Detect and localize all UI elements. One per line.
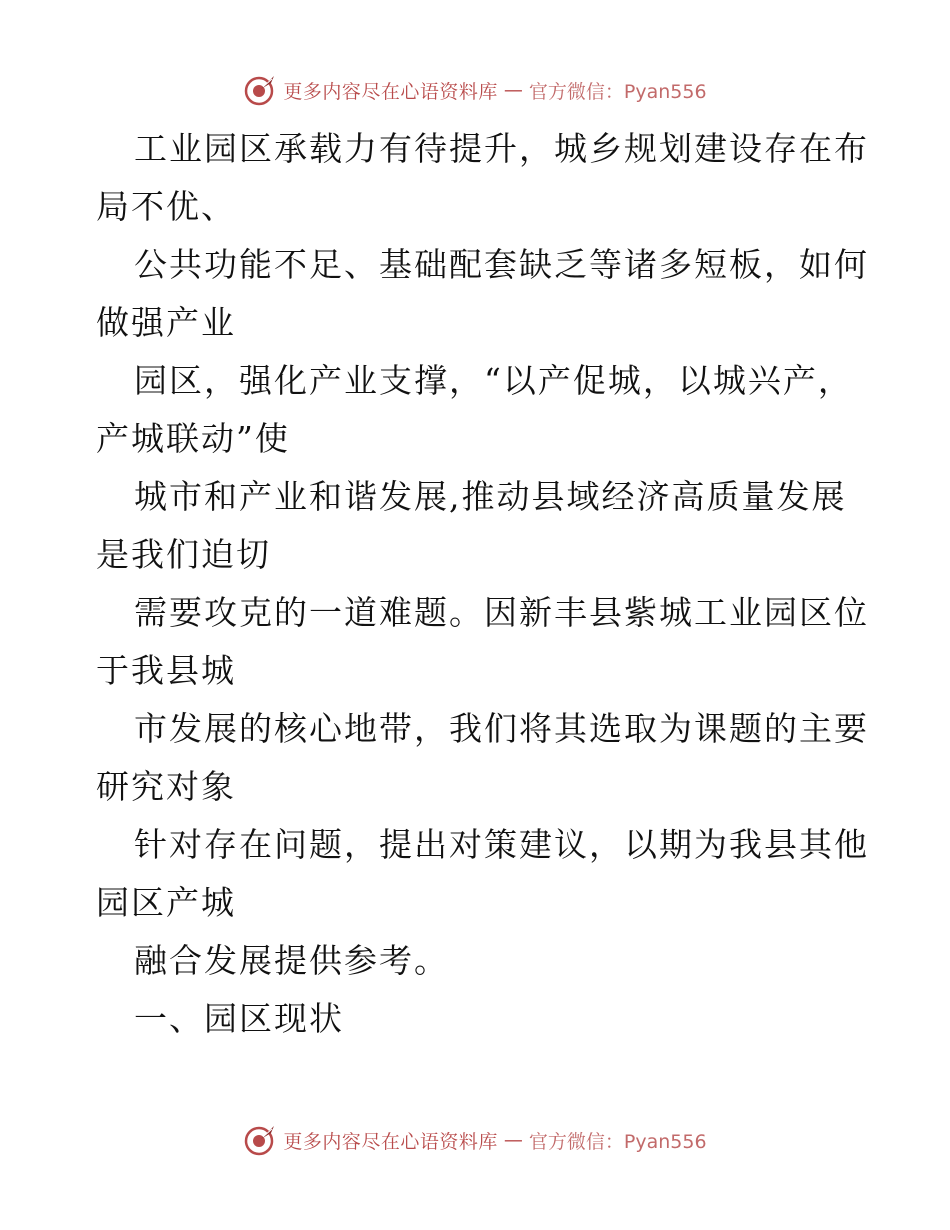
- paragraph-first-line: 需要攻克的一道难题。因新丰县紫城工业园区位: [134, 593, 869, 632]
- paragraph: [96, 932, 856, 990]
- paragraph-wrap-line: 是我们迫切: [96, 535, 271, 574]
- watermark-dash: —: [503, 1129, 523, 1151]
- paragraph: [96, 120, 869, 236]
- paragraph-wrap-line: 研究对象: [96, 767, 236, 806]
- paragraph-first-line: 园区，强化产业支撑，“以产促城，以城兴产，: [134, 361, 853, 400]
- paragraph-first-line: 市发展的核心地带，我们将其选取为课题的主要: [134, 709, 869, 748]
- section-heading-text: 一、园区现状: [134, 999, 344, 1038]
- quill-logo-icon: [243, 1123, 277, 1157]
- paragraph: [96, 584, 869, 700]
- section-heading: [96, 990, 856, 1048]
- header-watermark: [0, 70, 950, 110]
- paragraph: [96, 468, 856, 584]
- paragraph-wrap-line: 局不优、: [96, 187, 236, 226]
- paragraph-first-line: 公共功能不足、基础配套缺乏等诸多短板，如何: [134, 245, 869, 284]
- paragraph: [96, 352, 856, 468]
- body-text: [96, 120, 869, 1048]
- paragraph-first-line: 融合发展提供参考。: [134, 941, 449, 980]
- watermark-dash: —: [503, 79, 523, 101]
- paragraph-first-line: 针对存在问题，提出对策建议，以期为我县其他: [134, 825, 869, 864]
- paragraph-wrap-line: 做强产业: [96, 303, 236, 342]
- paragraph: [96, 236, 869, 352]
- paragraph-first-line: 工业园区承载力有待提升，城乡规划建设存在布: [134, 129, 869, 168]
- watermark-brand: 更多内容尽在心语资料库: [283, 80, 498, 103]
- watermark-contact: 官方微信：Pyan556: [528, 1130, 707, 1153]
- paragraph: [96, 700, 869, 816]
- paragraph-wrap-line: 于我县城: [96, 651, 236, 690]
- paragraph: [96, 816, 869, 932]
- quill-logo-icon: [243, 73, 277, 107]
- watermark-contact: 官方微信：Pyan556: [528, 80, 707, 103]
- paragraph-first-line: 城市和产业和谐发展,推动县域经济高质量发展: [134, 477, 847, 516]
- paragraph-wrap-line: 园区产城: [96, 883, 236, 922]
- paragraph-wrap-line: 产城联动”使: [96, 419, 290, 458]
- footer-watermark: [0, 1120, 950, 1160]
- watermark-brand: 更多内容尽在心语资料库: [283, 1130, 498, 1153]
